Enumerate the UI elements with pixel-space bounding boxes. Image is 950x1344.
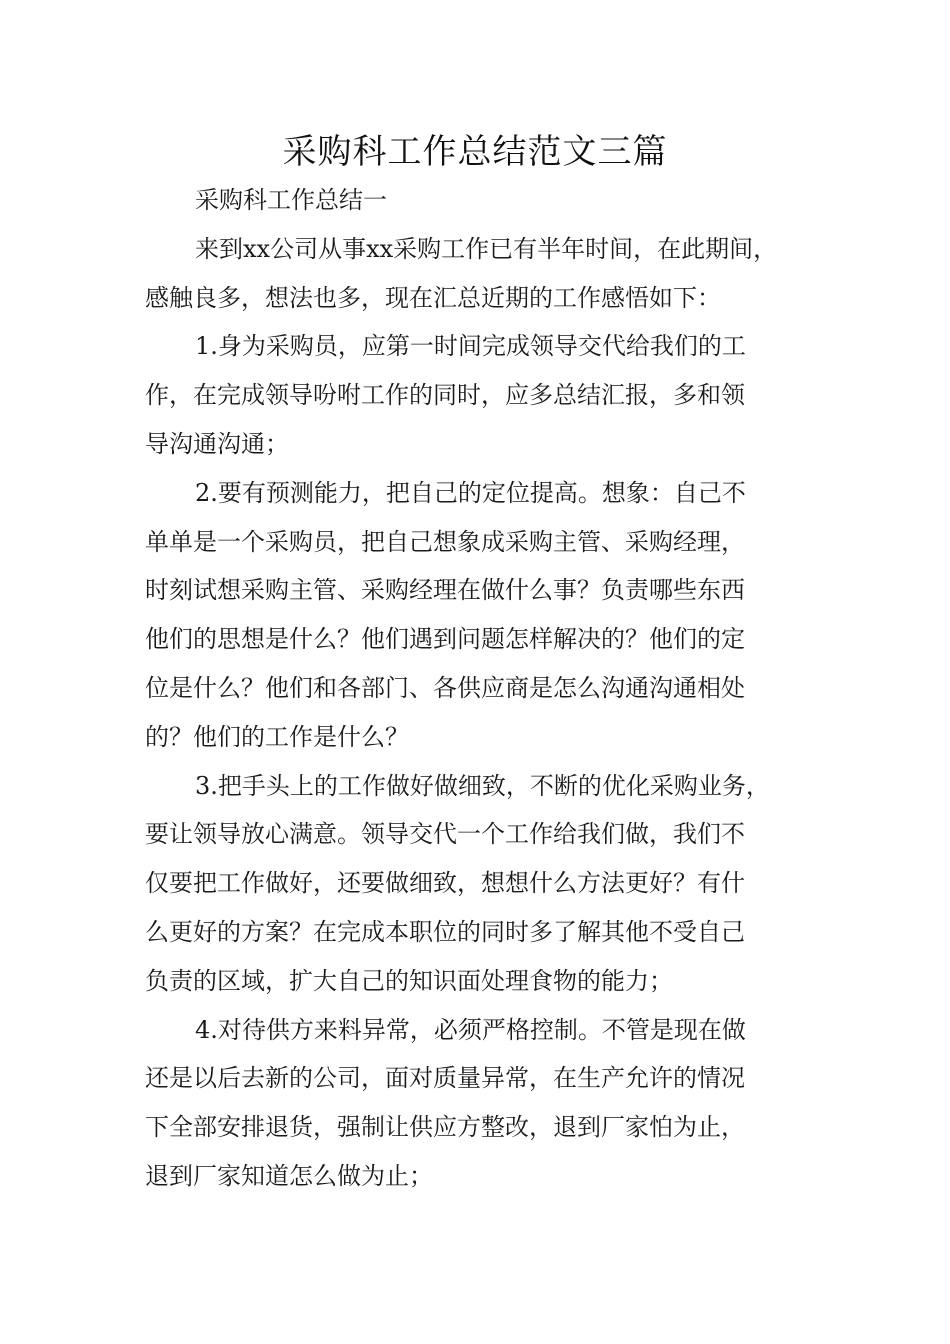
- paragraph-item-4: 4.对待供方来料异常，必须严格控制。不管是现在做 还是以后去新的公司，面对质量异常，在生产允许的情况 下全部安排退货，强制让供应方整改，退到厂家怕为止， 退到厂家知道怎么做为止；: [145, 1015, 746, 1190]
- paragraph-item-3: 3.把手头上的工作做好做细致，不断的优化采购业务， 要让领导放心满意。领导交代一个工作给我们做，我们不 仅要把工作做好，还要做细致，想想什么方法更好？有什 么更好的方案？在完成本职位的同时多了解其他不受自己 负责的区域，扩大自己的知识面处理食物的能力；: [145, 771, 770, 995]
- paragraph-item-1: 1.身为采购员，应第一时间完成领导交代给我们的工 作，在完成领导吩咐工作的同时，应多总结汇报，多和领 导沟通沟通；: [145, 332, 746, 458]
- document-title: 采购科工作总结范文三篇: [282, 132, 668, 172]
- document-body: [145, 176, 825, 1201]
- paragraph-item-2: 2.要有预测能力，把自己的定位提高。想象：自己不 单单是一个采购员，把自己想象成采购主管、采购经理， 时刻试想采购主管、采购经理在做什么事？负责哪些东西 他们的思想是什么？他们遇到问题怎样解决的？他们的定 位是什么？他们和各部门、各供应商是怎么沟通沟通相处 的？他们的工作是什么？: [145, 478, 746, 751]
- section-heading: 采购科工作总结一: [195, 186, 387, 214]
- paragraph-intro: 来到xx公司从事xx采购工作已有半年时间，在此期间， 感触良多，想法也多，现在汇总近期的工作感悟如下：: [145, 234, 778, 312]
